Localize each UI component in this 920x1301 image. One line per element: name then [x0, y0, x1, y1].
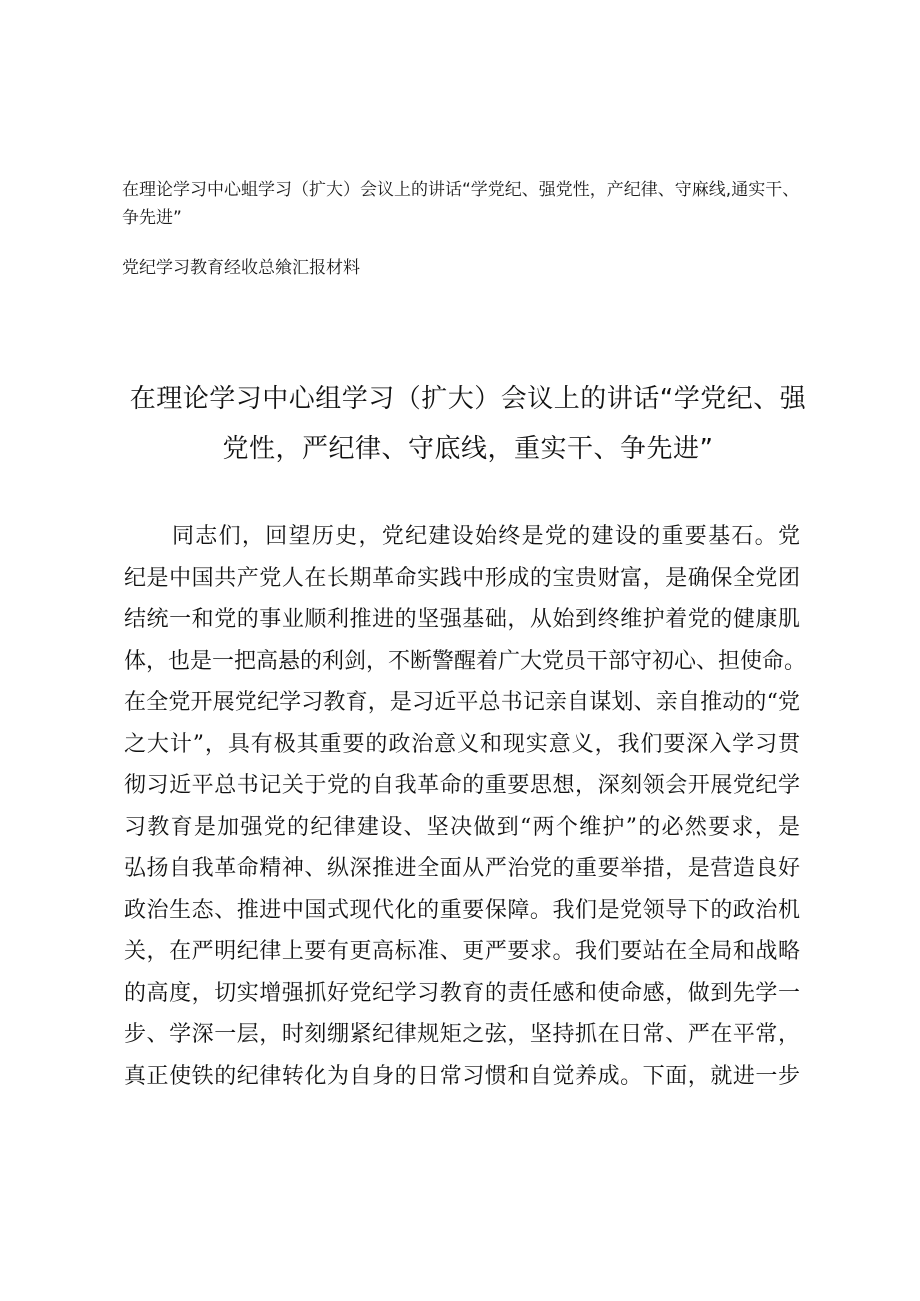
paragraph-line: 真正使铁的纪律转化为自身的日常习惯和自觉养成。下面，就进一步 [124, 1063, 800, 1089]
paragraph-line: 在全党开展党纪学习教育，是习近平总书记亲自谋划、亲自推动的“党 [124, 690, 800, 715]
paragraph-line: 纪是中国共产党人在长期革命实践中形成的宝贵财富，是确保全党团 [124, 565, 800, 591]
title-line-1: 在理论学习中心组学习（扩大）会议上的讲话“学党纪、强 [129, 384, 807, 414]
paragraph-line: 步、学深一层，时刻绷紧纪律规矩之弦，坚持抓在日常、严在平常， [124, 1022, 800, 1047]
title-line-2: 党性，严纪律、守底线，重实干、争先进” [222, 434, 714, 464]
paragraph-line: 同志们，回望历史，党纪建设始终是党的建设的重要基石。党 [172, 524, 800, 549]
document-title [118, 374, 818, 474]
toc-item[interactable]: 在理论学习中心蛆学习（扩大）会议上的讲话“学党纪、强党性，产纪律、守麻线,通实干、争先进” [122, 180, 800, 228]
body-paragraph [124, 516, 807, 1097]
toc-item[interactable]: 党纪学习教育经收总飨汇报材料 [122, 258, 360, 278]
table-of-contents [122, 176, 812, 304]
paragraph-line: 的高度，切实增强抓好党纪学习教育的责任感和使命感，做到先学一 [124, 980, 800, 1006]
paragraph-line: 关，在严明纪律上要有更高标准、更严要求。我们要站在全局和战略 [124, 939, 800, 964]
paragraph-line: 习教育是加强党的纪律建设、坚决做到“两个维护”的必然要求，是 [124, 814, 800, 840]
paragraph-line: 体，也是一把高悬的利剑，不断警醒着广大党员干部守初心、担使命。 [124, 648, 807, 674]
paragraph-line: 政治生态、推进中国式现代化的重要保障。我们是党领导下的政治机 [124, 897, 800, 923]
paragraph-line: 彻习近平总书记关于党的自我革命的重要思想，深刻领会开展党纪学 [124, 773, 800, 798]
paragraph-line: 弘扬自我革命精神、纵深推进全面从严治党的重要举措，是营造良好 [124, 856, 800, 881]
paragraph-line: 结统一和党的事业顺利推进的坚强基础，从始到终维护着党的健康肌 [124, 607, 800, 632]
paragraph-line: 之大计”，具有极其重要的政治意义和现实意义，我们要深入学习贯 [124, 731, 800, 757]
